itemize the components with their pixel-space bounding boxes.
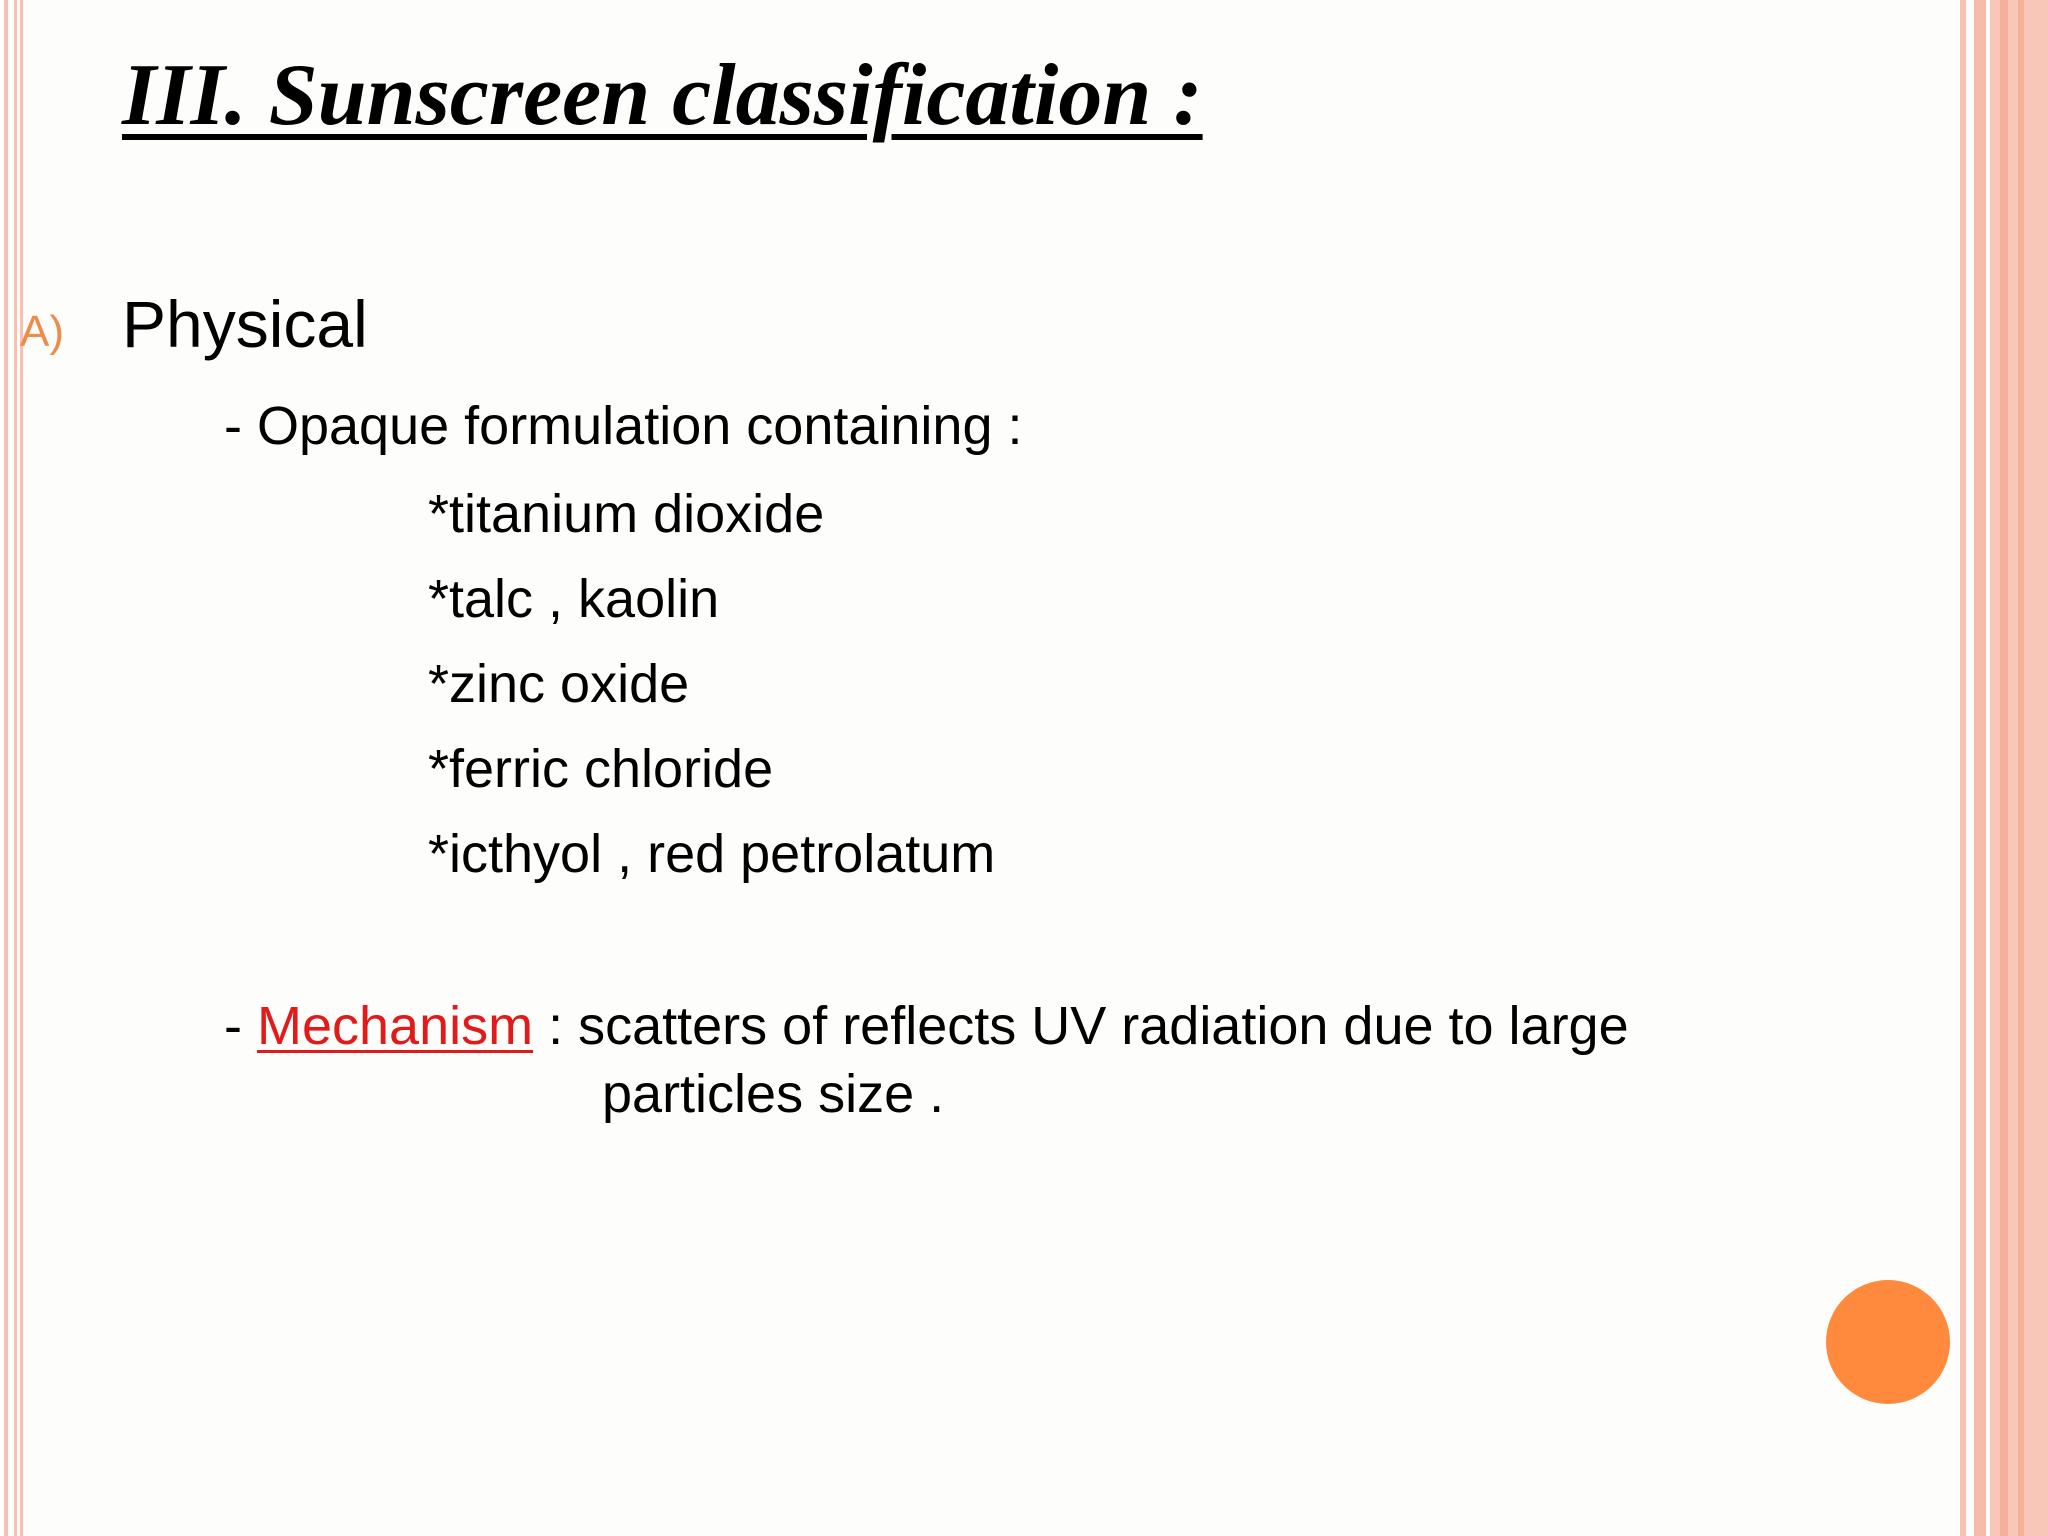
list-item: *ferric chloride <box>428 739 774 799</box>
section-heading: Physical <box>122 287 368 361</box>
left-border-line <box>4 0 8 1536</box>
mechanism-continuation: particles size . <box>602 1064 945 1124</box>
mechanism-label: Mechanism <box>257 996 534 1056</box>
right-border-band <box>1974 0 1986 1536</box>
right-border-band <box>2000 0 2008 1536</box>
list-item: *icthyol , red petrolatum <box>428 824 996 884</box>
list-item: *titanium dioxide <box>428 484 825 544</box>
list-item: *zinc oxide <box>428 654 690 714</box>
mechanism-dash: - <box>224 996 257 1056</box>
lead-text: - Opaque formulation containing : <box>224 396 1023 456</box>
section-marker: A) <box>20 307 64 356</box>
mechanism-line <box>224 994 1629 1058</box>
right-border-band <box>2018 0 2024 1536</box>
left-border-line <box>20 0 23 1536</box>
left-border-line <box>14 0 17 1536</box>
slide-title: III. Sunscreen classification : <box>122 47 1203 144</box>
right-border-band <box>1960 0 1966 1536</box>
decorative-orb <box>1826 1280 1950 1404</box>
mechanism-text: : scatters of reflects UV radiation due to large <box>533 996 1629 1056</box>
list-item: *talc , kaolin <box>428 569 720 629</box>
